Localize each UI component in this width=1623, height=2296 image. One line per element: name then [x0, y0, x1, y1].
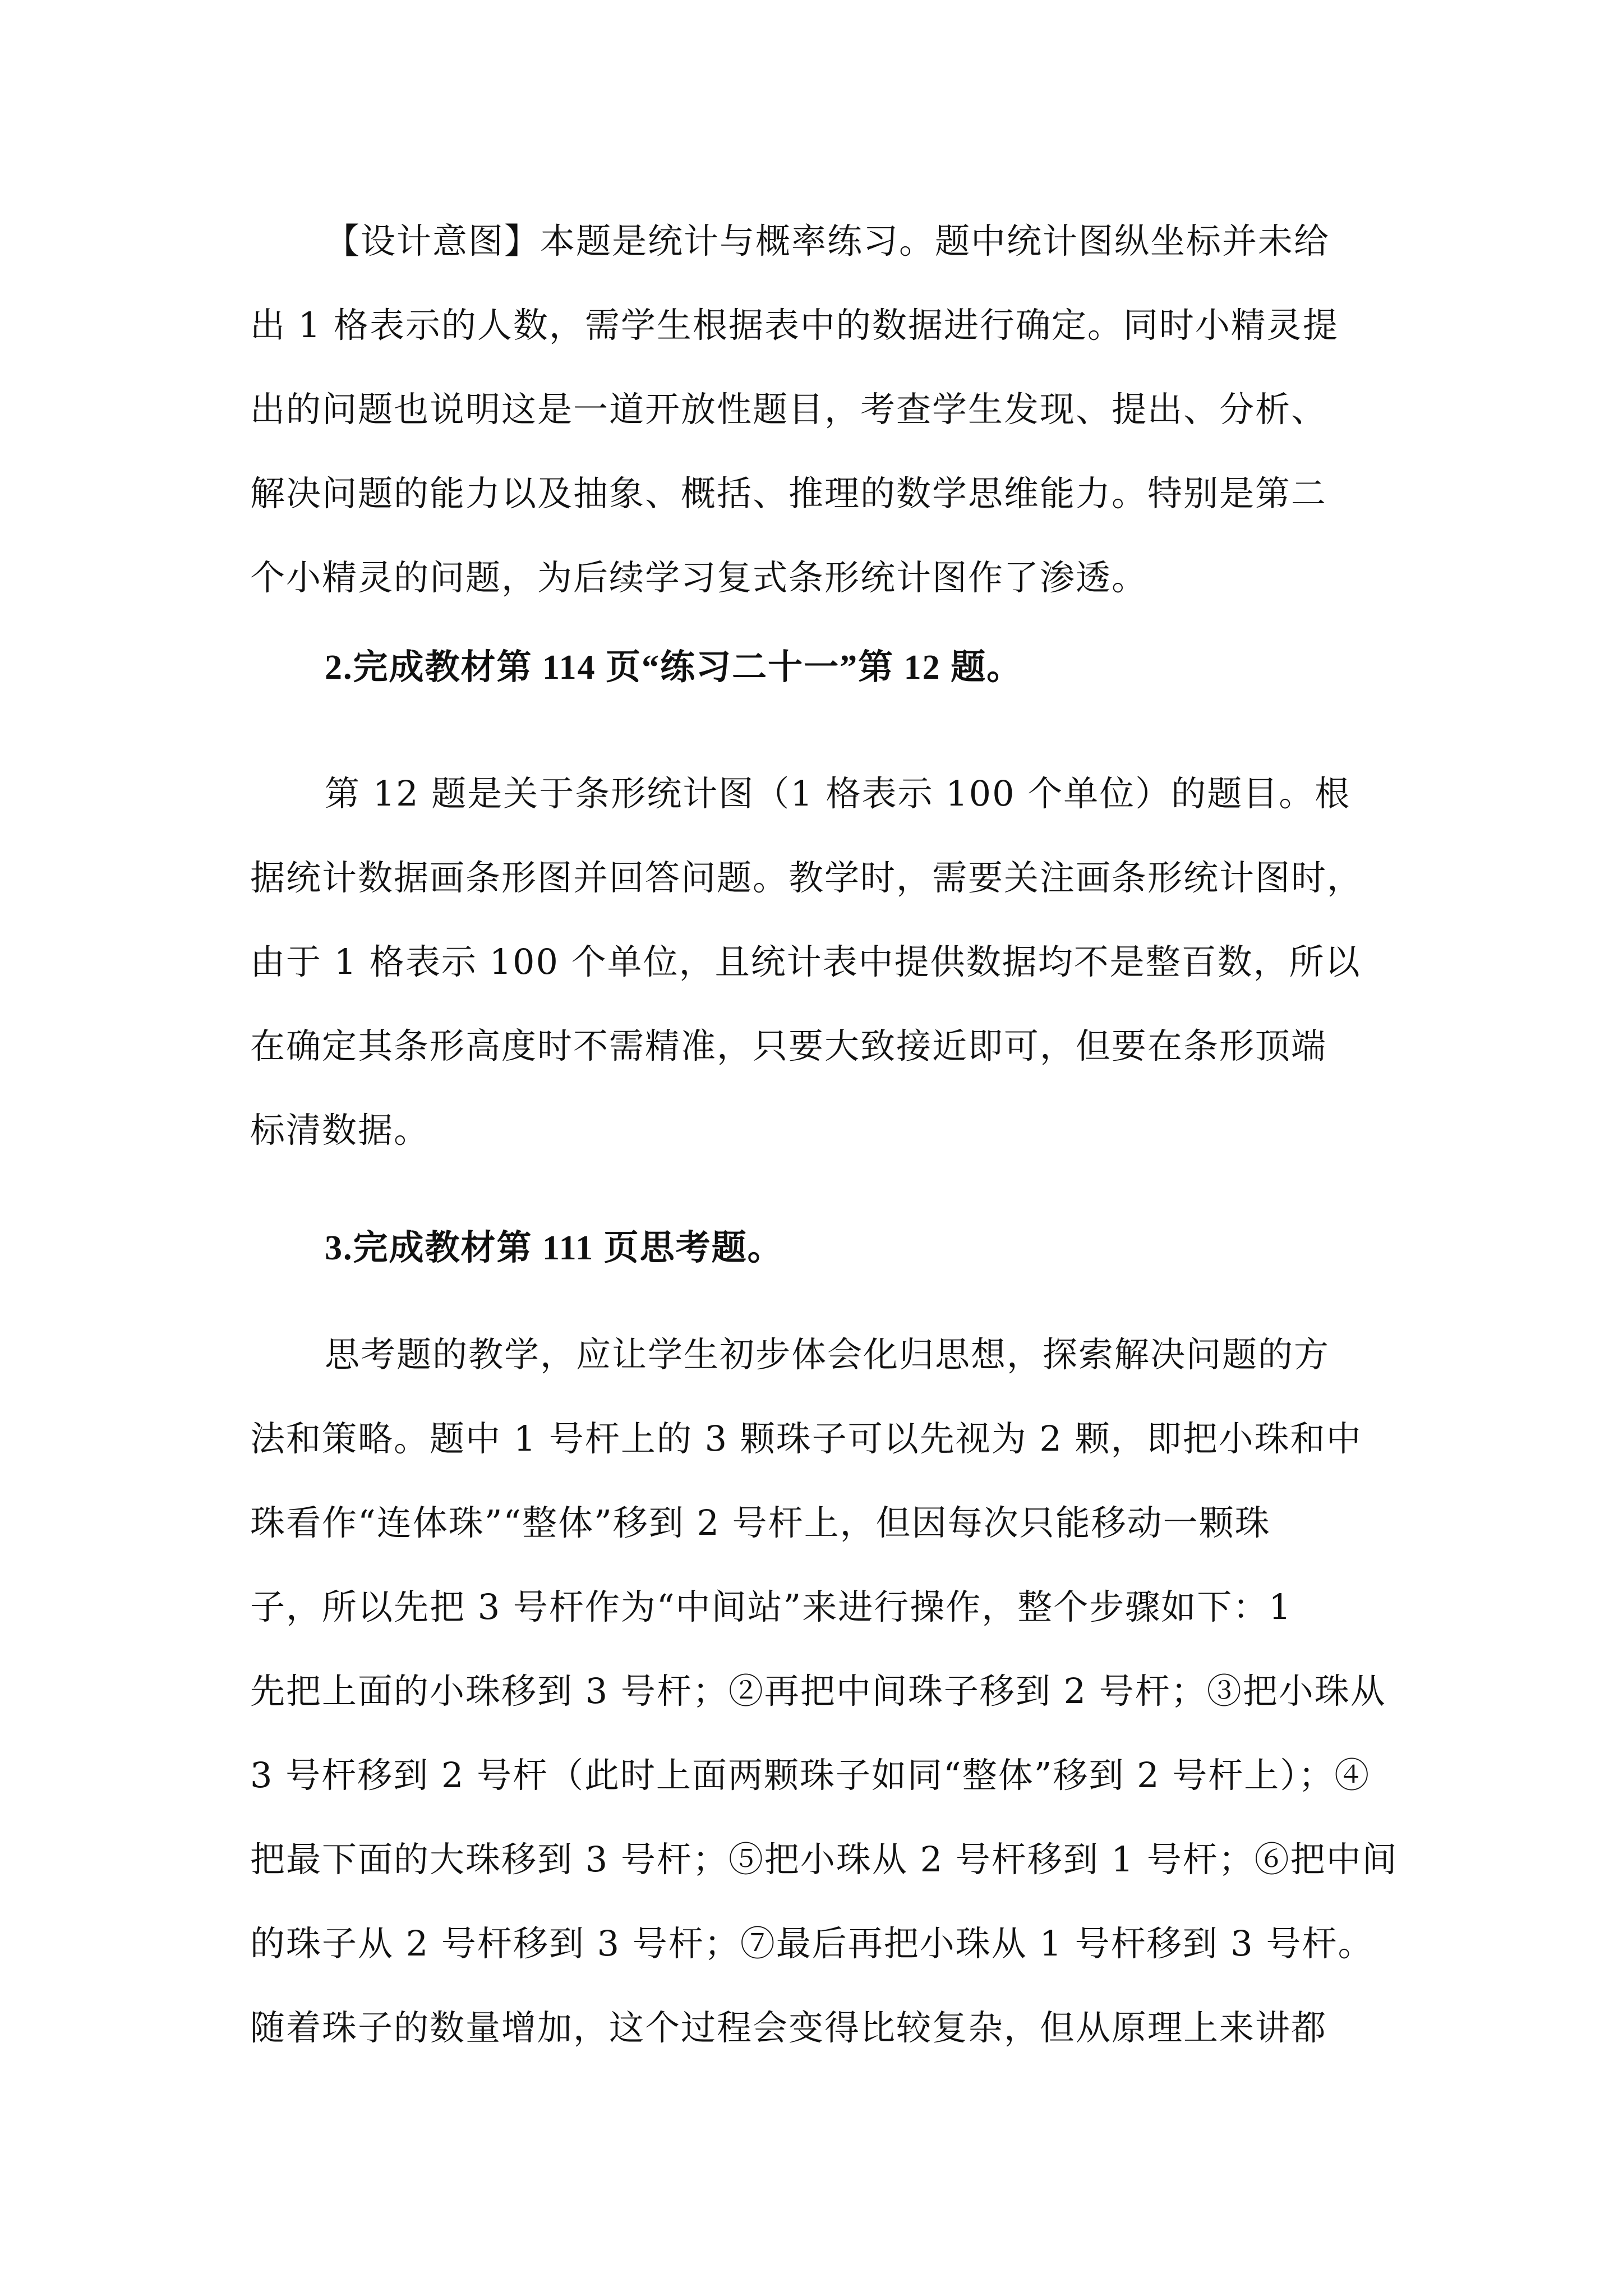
text-line: 出 1 格表示的人数，需学生根据表中的数据进行确定。同时小精灵提: [250, 305, 1339, 346]
section-heading-3: 3.完成教材第 111 页思考题。: [325, 1229, 783, 1267]
text-line: 随着珠子的数量增加，这个过程会变得比较复杂，但从原理上来讲都: [250, 2007, 1327, 2048]
text-line: 标清数据。: [250, 1110, 430, 1151]
text-line: 【设计意图】本题是统计与概率练习。题中统计图纵坐标并未给: [325, 220, 1330, 261]
text-line: 的珠子从 2 号杆移到 3 号杆；⑦最后再把小珠从 1 号杆移到 3 号杆。: [250, 1923, 1374, 1964]
section-heading-2: 2.完成教材第 114 页“练习二十一”第 12 题。: [325, 648, 1023, 687]
text-line: 据统计数据画条形图并回答问题。教学时，需要关注画条形统计图时，: [250, 857, 1363, 898]
text-line: 第 12 题是关于条形统计图（1 格表示 100 个单位）的题目。根: [325, 773, 1351, 814]
text-line: 珠看作“连体珠”“整体”移到 2 号杆上，但因每次只能移动一颗珠: [250, 1502, 1271, 1543]
text-line: 由于 1 格表示 100 个单位，且统计表中提供数据均不是整百数，所以: [250, 941, 1361, 982]
text-line: 解决问题的能力以及抽象、概括、推理的数学思维能力。特别是第二: [250, 473, 1327, 514]
text-line: 在确定其条形高度时不需精准，只要大致接近即可，但要在条形顶端: [250, 1025, 1327, 1066]
text-line: 先把上面的小珠移到 3 号杆；②再把中间珠子移到 2 号杆；③把小珠从: [250, 1671, 1386, 1711]
text-line: 子，所以先把 3 号杆作为“中间站”来进行操作，整个步骤如下：1: [250, 1586, 1292, 1627]
text-line: 3 号杆移到 2 号杆（此时上面两颗珠子如同“整体”移到 2 号杆上）；④: [250, 1755, 1371, 1796]
text-line: 把最下面的大珠移到 3 号杆；⑤把小珠从 2 号杆移到 1 号杆；⑥把中间: [250, 1839, 1398, 1880]
text-line: 法和策略。题中 1 号杆上的 3 颗珠子可以先视为 2 颗，即把小珠和中: [250, 1418, 1362, 1459]
text-line: 思考题的教学，应让学生初步体会化归思想，探索解决问题的方: [325, 1334, 1330, 1375]
text-line: 个小精灵的问题，为后续学习复式条形统计图作了渗透。: [250, 557, 1148, 598]
text-line: 出的问题也说明这是一道开放性题目，考查学生发现、提出、分析、: [250, 389, 1327, 430]
